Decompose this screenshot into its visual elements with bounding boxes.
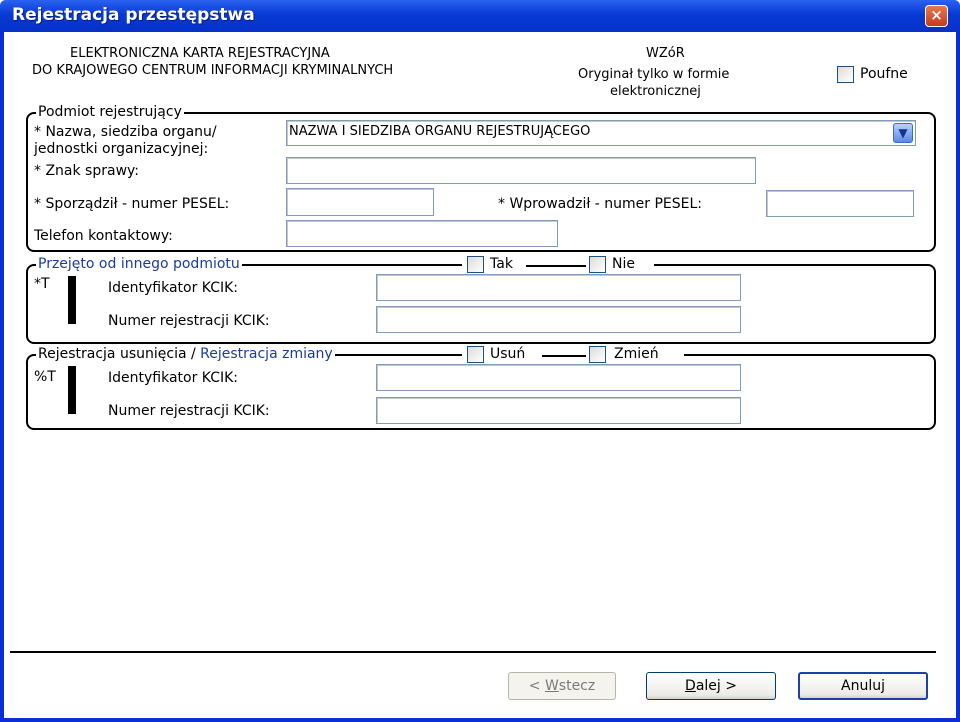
zmien-label: Zmień [614,346,659,362]
wprowadzil-pesel-input[interactable] [766,190,914,217]
chevron-down-icon[interactable]: ▼ [893,123,913,143]
poufne-label: Poufne [860,66,908,82]
footer-separator [10,651,936,653]
telefon-label: Telefon kontaktowy: [34,228,173,244]
sporzadzil-label: * Sporządził - numer PESEL: [34,196,230,212]
wzor-label: WZóR [646,46,685,61]
tak-checkbox[interactable] [467,256,484,273]
usuniecie-bar [68,366,76,414]
usuniecie-legend-part1: Rejestracja usunięcia / [38,346,201,362]
podmiot-legend: Podmiot rejestrujący [38,104,182,120]
next-button-rest: alej > [695,678,737,694]
znak-sprawy-label: * Znak sprawy: [34,163,139,179]
usuniecie-legend-part2: Rejestracja zmiany [200,346,333,362]
telefon-input[interactable] [286,220,558,247]
dialog-body [4,32,956,718]
usuniecie-legend [36,346,335,362]
legend-divider-2 [542,355,586,357]
sporzadzil-pesel-input[interactable] [286,188,434,216]
wprowadzil-label: * Wprowadził - numer PESEL: [498,196,703,212]
back-button-rest: stecz [558,678,596,694]
original-note-line1: Oryginał tylko w formie [578,67,730,82]
usuniecie-identyfikator-label: Identyfikator KCIK: [108,370,239,386]
usuniecie-numer-label: Numer rejestracji KCIK: [108,403,270,419]
znak-sprawy-input[interactable] [286,157,756,184]
card-title-line1: ELEKTRONICZNA KARTA REJESTRACYJNA [70,46,330,61]
przejeto-bar [68,276,76,324]
poufne-checkbox[interactable] [837,66,854,83]
usun-checkbox[interactable] [467,346,484,363]
przejeto-legend: Przejęto od innego podmiotu [38,256,240,272]
nie-checkbox[interactable] [589,256,606,273]
nazwa-combobox[interactable] [286,120,916,146]
nie-label: Nie [612,256,635,272]
zmien-checkbox[interactable] [589,346,606,363]
cancel-button[interactable]: Anuluj [798,672,928,700]
title-bar[interactable] [0,0,960,32]
przejeto-identyfikator-label: Identyfikator KCIK: [108,280,239,296]
usun-label: Usuń [490,346,526,362]
next-button[interactable] [646,672,776,700]
przejeto-numer-label: Numer rejestracji KCIK: [108,313,270,329]
przejeto-marker: *T [34,276,50,292]
nazwa-label-line2: jednostki organizacyjnej: [34,141,209,157]
nazwa-label-line1: * Nazwa, siedziba organu/ [34,124,217,140]
nazwa-combobox-value: NAZWA I SIEDZIBA ORGANU REJESTRUJĄCEGO [289,124,591,139]
back-button[interactable] [508,672,616,700]
usuniecie-numer-input[interactable] [376,397,741,424]
legend-divider [526,265,586,267]
card-title-line2: DO KRAJOWEGO CENTRUM INFORMACJI KRYMINALNYCH [32,63,394,78]
window-title: Rejestracja przestępstwa [12,5,255,25]
usuniecie-marker: %T [34,369,56,385]
next-button-mnemonic: D [685,678,696,694]
back-button-prefix: < [528,678,545,694]
original-note-line2: elektronicznej [610,84,701,99]
tak-label: Tak [490,256,513,272]
back-button-mnemonic: W [544,678,559,694]
usuniecie-identyfikator-input[interactable] [376,364,741,391]
close-icon[interactable]: × [925,5,948,27]
przejeto-identyfikator-input[interactable] [376,274,741,301]
przejeto-numer-input[interactable] [376,306,741,333]
